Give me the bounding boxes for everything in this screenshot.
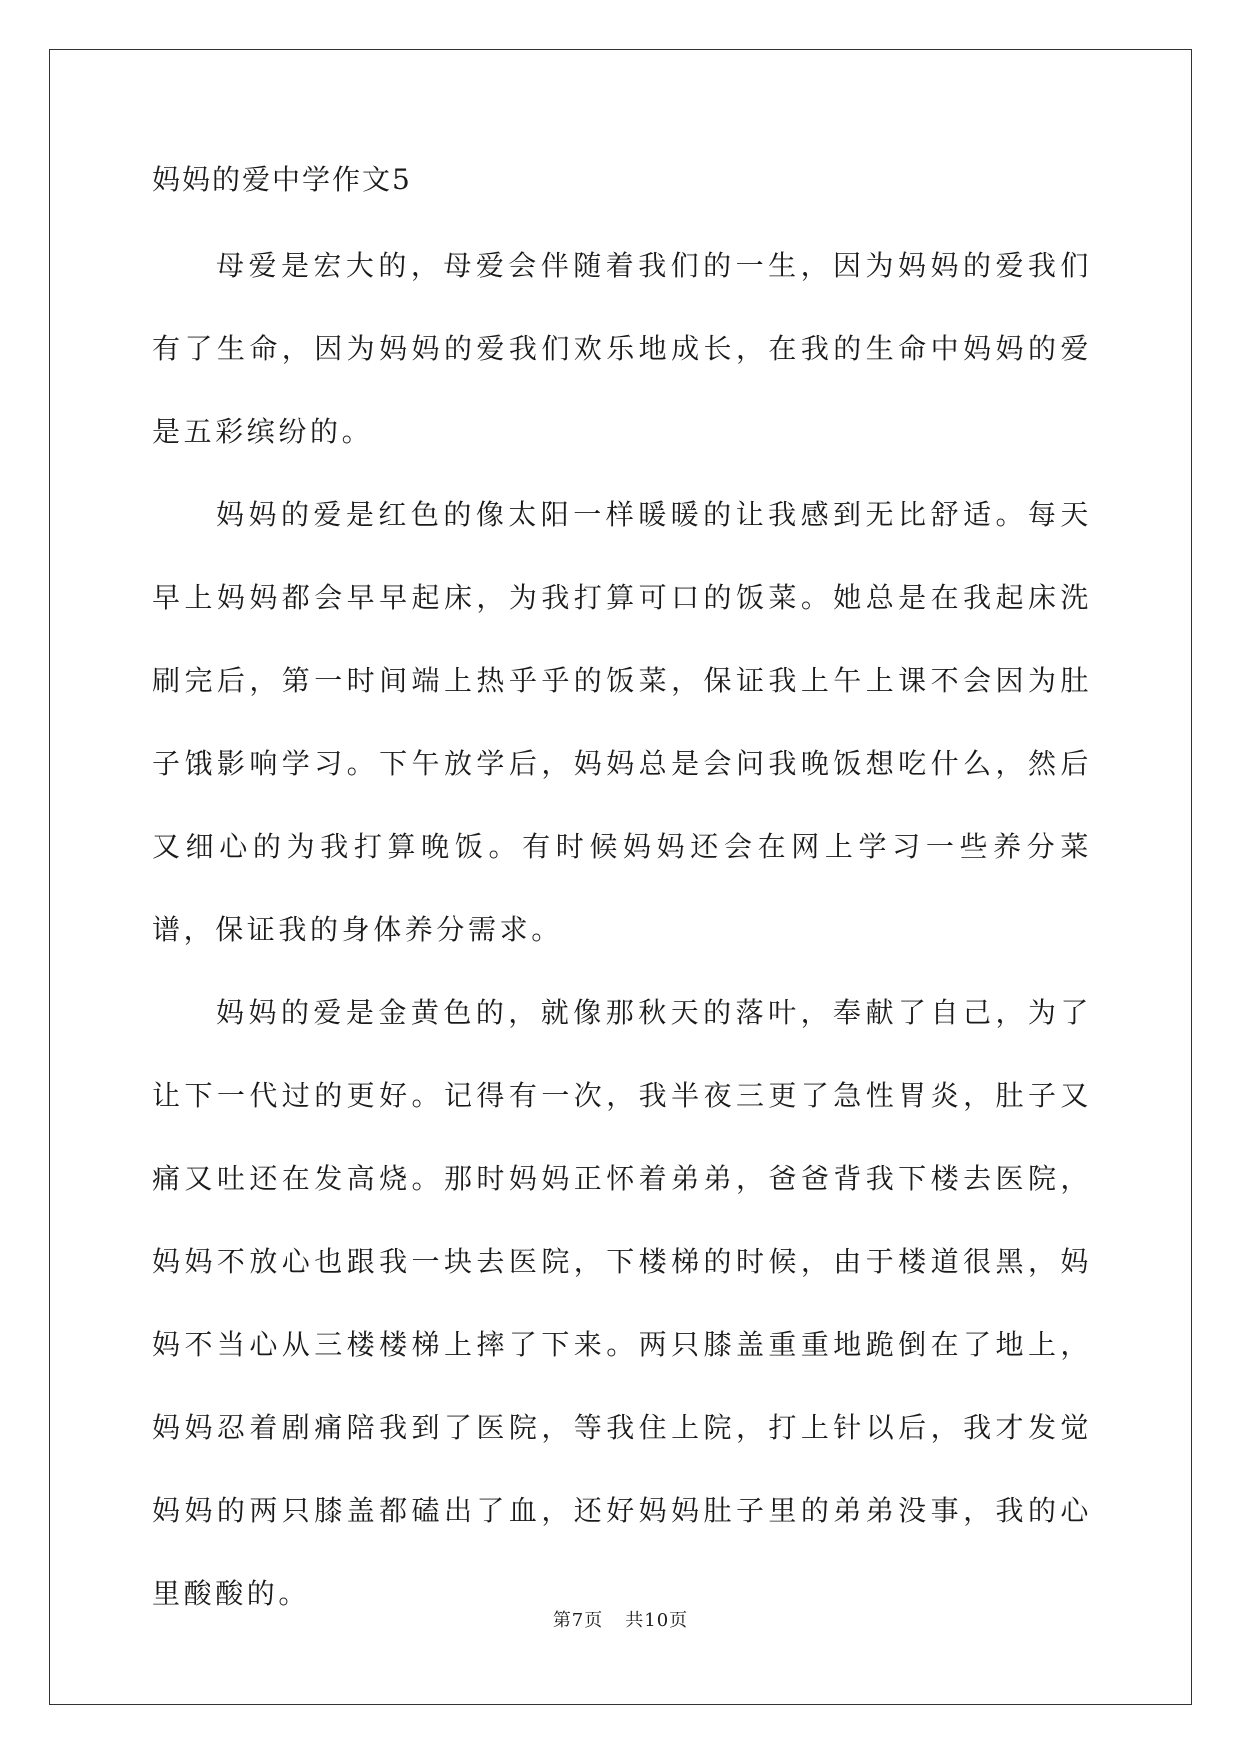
paragraph-1: 母爱是宏大的，母爱会伴随着我们的一生，因为妈妈的爱我们有了生命，因为妈妈的爱我们欢乐地成长，在我的生命中妈妈的爱是五彩缤纷的。	[152, 249, 1092, 448]
paragraph-3: 妈妈的爱是金黄色的，就像那秋天的落叶，奉献了自己，为了让下一代过的更好。记得有一次，我半夜三更了急性胃炎，肚子又痛又吐还在发高烧。那时妈妈正怀着弟弟，爸爸背我下楼去医院，妈妈不放心也跟我一块去医院，下楼梯的时候，由于楼道很黑，妈妈不当心从三楼楼梯上摔了下来。两只膝盖重重地跪倒在了地上，妈妈忍着剧痛陪我到了医院，等我住上院，打上针以后，我才发觉妈妈的两只膝盖都磕出了血，还好妈妈肚子里的弟弟没事，我的心里酸酸的。	[152, 996, 1092, 1610]
page-footer	[0, 1609, 1241, 1633]
page-number-current: 第7页	[552, 1610, 604, 1631]
page-number-total: 共10页	[625, 1610, 689, 1631]
document-body	[152, 160, 1092, 1635]
document-title: 妈妈的爱中学作文5	[152, 163, 412, 196]
paragraph-2: 妈妈的爱是红色的像太阳一样暖暖的让我感到无比舒适。每天早上妈妈都会早早起床，为我打算可口的饭菜。她总是在我起床洗刷完后，第一时间端上热乎乎的饭菜，保证我上午上课不会因为肚子饿影响学习。下午放学后，妈妈总是会问我晚饭想吃什么，然后又细心的为我打算晚饭。有时候妈妈还会在网上学习一些养分菜谱，保证我的身体养分需求。	[152, 498, 1092, 946]
